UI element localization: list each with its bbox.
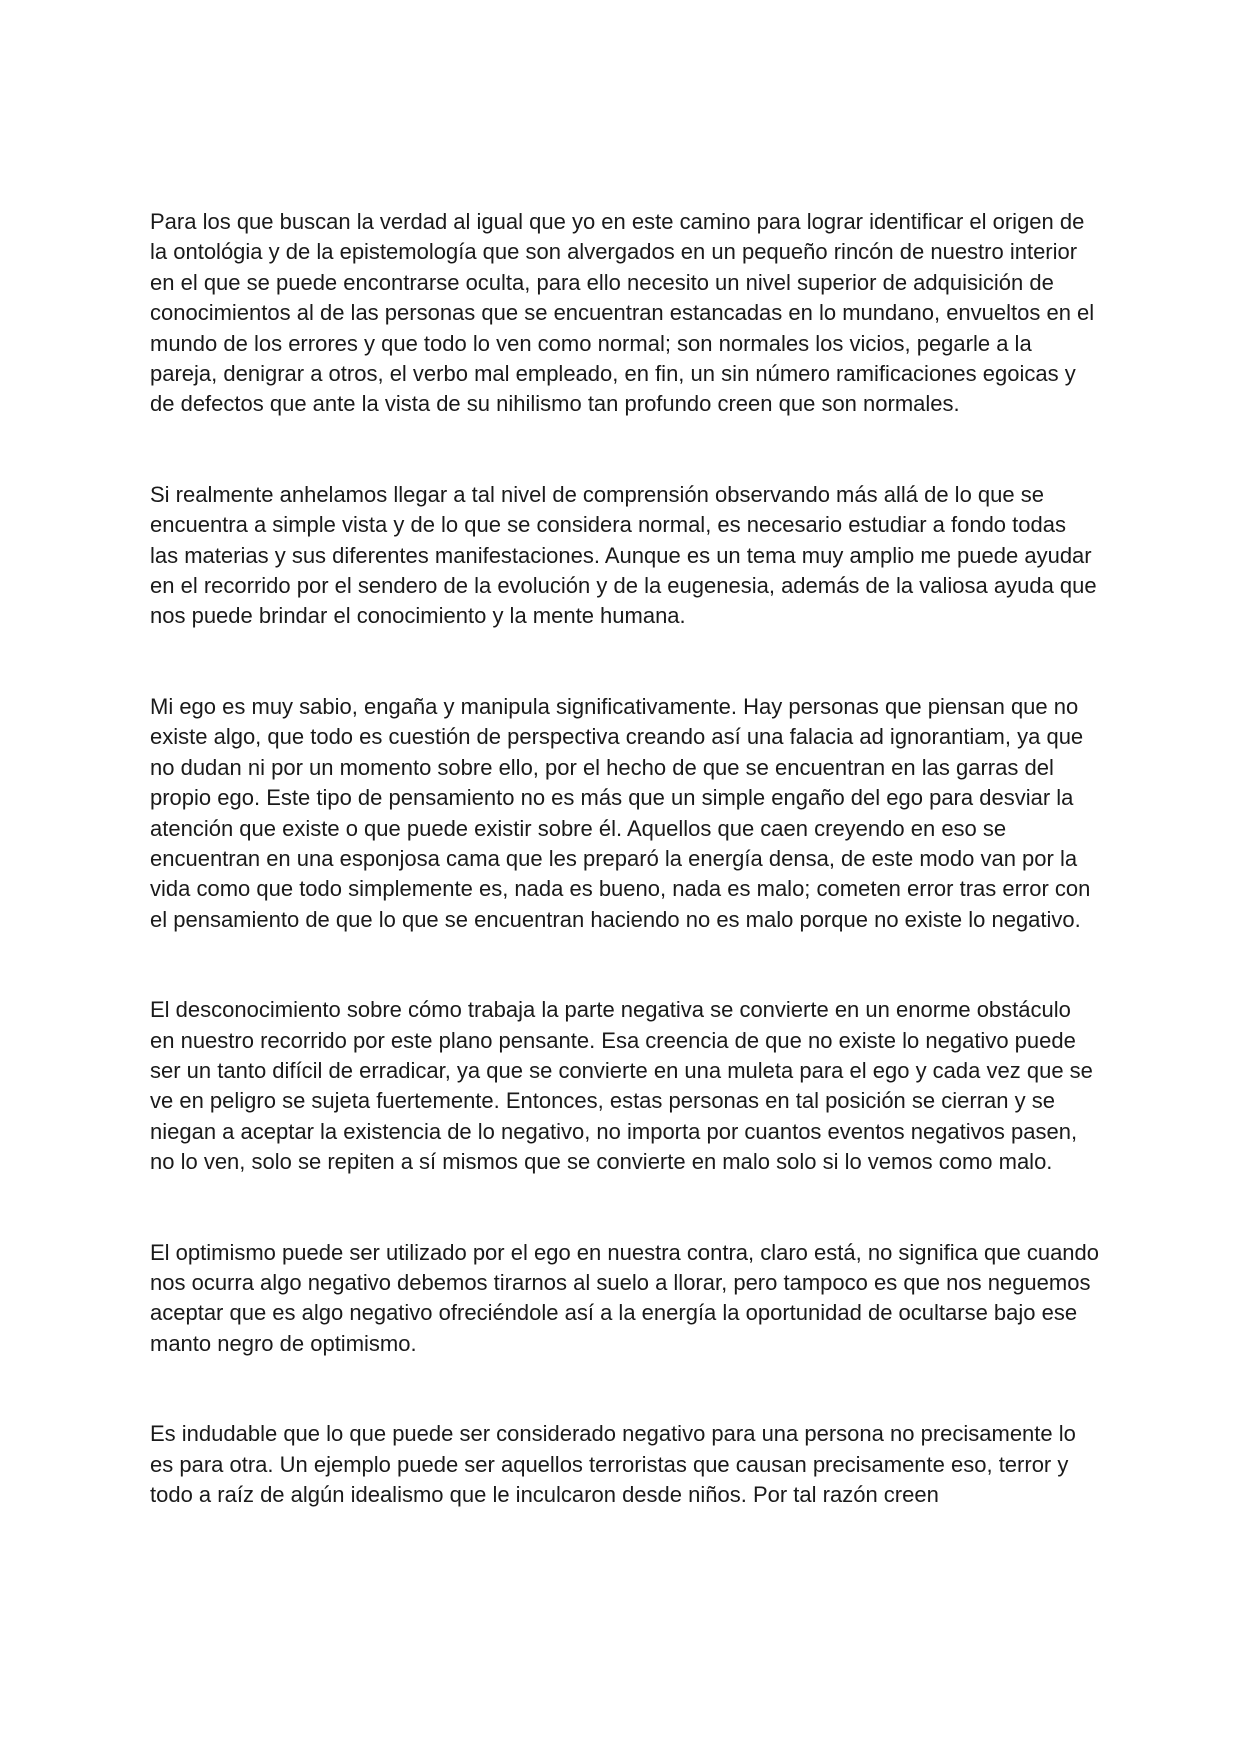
paragraph-1: Para los que buscan la verdad al igual que yo en este camino para lograr identificar el origen de la ontológia y de la epistemología que son alvergados en un pequeño rincón de nuestro interior en el que se puede encontrarse oculta, para ello necesito un nivel superior de adquisición de conocimientos al de las personas que se encuentran estancadas en lo mundano, envueltos en el mundo de los errores y que todo lo ven como normal; son normales los vicios, pegarle a la pareja, denigrar a otros, el verbo mal empleado, en fin, un sin número ramificaciones egoicas y de defectos que ante la vista de su nihilismo tan profundo creen que son normales. xyxy=(150,209,1095,417)
paragraph-2: Si realmente anhelamos llegar a tal nivel de comprensión observando más allá de lo que se encuentra a simple vista y de lo que se considera normal, es necesario estudiar a fondo todas las materias y sus diferentes manifestaciones. Aunque es un tema muy amplio me puede ayudar en el recorrido por el sendero de la evolución y de la eugenesia, además de la valiosa ayuda que nos puede brindar el conocimiento y la mente humana. xyxy=(150,481,1097,629)
paragraph-4: El desconocimiento sobre cómo trabaja la parte negativa se convierte en un enorme obstáculo en nuestro recorrido por este plano pensante. Esa creencia de que no existe lo negativo puede ser un tanto difícil de erradicar, ya que se convierte en una muleta para el ego y cada vez que se ve en peligro se sujeta fuertemente. Entonces, estas personas en tal posición se cierran y se niegan a aceptar la existencia de lo negativo, no importa por cuantos eventos negativos pasen, no lo ven, solo se repiten a sí mismos que se convierte en malo solo si lo vemos como malo. xyxy=(150,997,1093,1175)
paragraph-6: Es indudable que lo que puede ser considerado negativo para una persona no precisamente lo es para otra. Un ejemplo puede ser aquellos terroristas que causan precisamente eso, terror y todo a raíz de algún idealismo que le inculcaron desde niños. Por tal razón creen xyxy=(150,1421,1076,1507)
paragraph-5: El optimismo puede ser utilizado por el ego en nuestra contra, claro está, no significa que cuando nos ocurra algo negativo debemos tirarnos al suelo a llorar, pero tampoco es que nos neguemos aceptar que es algo negativo ofreciéndole así a la energía la oportunidad de ocultarse bajo ese manto negro de optimismo. xyxy=(150,1239,1100,1356)
paragraph-3: Mi ego es muy sabio, engaña y manipula significativamente. Hay personas que piensan que no existe algo, que todo es cuestión de perspectiva creando así una falacia ad ignorantiam, ya que no dudan ni por un momento sobre ello, por el hecho de que se encuentran en las garras del propio ego. Este tipo de pensamiento no es más que un simple engaño del ego para desviar la atención que existe o que puede existir sobre él. Aquellos que caen creyendo en eso se encuentran en una esponjosa cama que les preparó la energía densa, de este modo van por la vida como que todo simplemente es, nada es bueno, nada es malo; cometen error tras error con el pensamiento de que lo que se encuentran haciendo no es malo porque no existe lo negativo. xyxy=(150,693,1091,932)
document-body xyxy=(150,207,1100,1510)
